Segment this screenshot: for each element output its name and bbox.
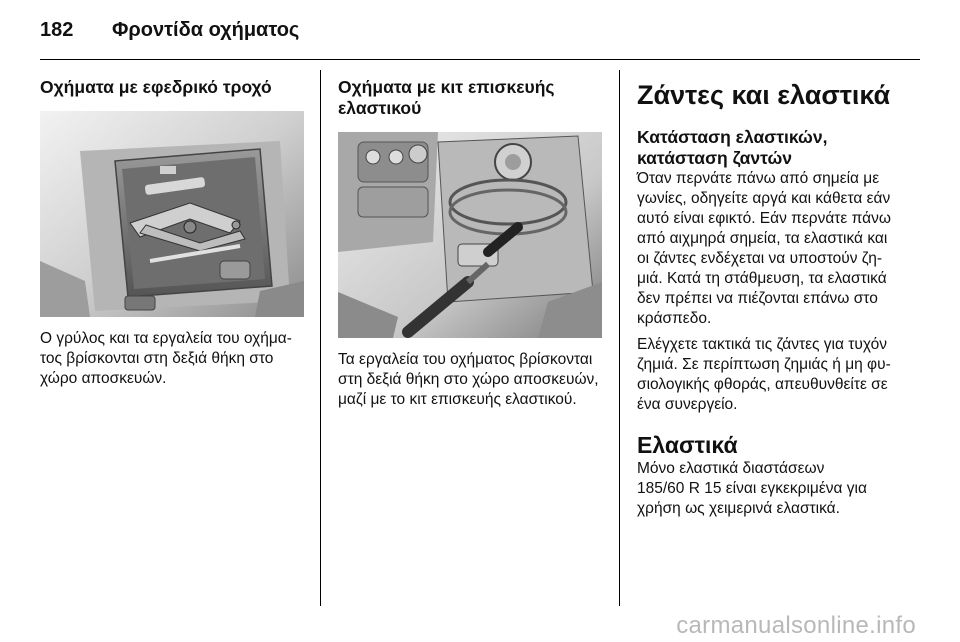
text-line: χρήση ως χειμερινά ελαστικά. <box>637 500 840 517</box>
paragraph-condition-1 <box>637 169 922 329</box>
section-heading-spare-wheel: Οχήματα με εφεδρικό τροχό <box>40 77 272 97</box>
section-heading-tyres: Ελαστικά <box>637 432 738 458</box>
text-line: σιολογικής φθοράς, απευθυνθείτε σε <box>637 376 888 393</box>
heading-line: κατάσταση ζαντών <box>637 148 792 168</box>
page-title: Φροντίδα οχήματος <box>112 19 300 41</box>
column-spare-wheel <box>40 77 312 98</box>
heading-line: ελαστικού <box>338 98 422 118</box>
chapter-heading: Ζάντες και ελαστικά <box>637 80 891 110</box>
caption-line: χώρο αποσκευών. <box>40 370 167 387</box>
section-heading-repair-kit <box>338 77 613 119</box>
caption-spare-wheel <box>40 329 315 389</box>
text-line: από αιχμηρά σημεία, τα ελαστικά και <box>637 230 888 247</box>
text-line: αυτό είναι εφικτό. Εάν περνάτε πάνω <box>637 210 891 227</box>
text-line: δεν πρέπει να πιέζονται επάνω στο <box>637 290 878 307</box>
text-line: Ελέγχετε τακτικά τις ζάντες για τυχόν <box>637 336 887 353</box>
paragraph-tyres <box>637 459 922 519</box>
section-heading-condition <box>637 127 922 169</box>
text-line: ζημιά. Σε περίπτωση ζημιάς ή μη φυ- <box>637 356 891 373</box>
text-line: οι ζάντες ενδέχεται να υποστούν ζη- <box>637 250 883 267</box>
text-line: γωνίες, οδηγείτε αργά και κάθετα εάν <box>637 190 891 207</box>
column-repair-kit <box>338 77 613 119</box>
text-line: μιά. Κατά τη στάθμευση, τα ελαστικά <box>637 270 887 287</box>
column-wheels-tyres <box>637 79 922 519</box>
figure-jack-tools <box>40 111 304 317</box>
caption-repair-kit <box>338 350 618 410</box>
caption-line: Τα εργαλεία του οχήματος βρίσκονται <box>338 351 593 368</box>
text-line: κράσπεδο. <box>637 310 712 327</box>
page-number: 182 <box>40 19 74 41</box>
caption-line: μαζί με το κιτ επισκευής ελαστικού. <box>338 391 577 408</box>
repair-kit-illustration <box>338 132 602 338</box>
watermark-link[interactable]: carmanualsonline.info <box>676 612 916 639</box>
caption-line: στη δεξιά θήκη στο χώρο αποσκευών, <box>338 371 599 388</box>
text-line: 185/60 R 15 είναι εγκεκριμένα για <box>637 480 867 497</box>
caption-line: τος βρίσκονται στη δεξιά θήκη στο <box>40 350 274 367</box>
column-divider-left <box>320 70 321 606</box>
heading-line: Οχήματα με κιτ επισκευής <box>338 77 555 97</box>
text-line: Μόνο ελαστικά διαστάσεων <box>637 460 825 477</box>
text-line: ένα συνεργείο. <box>637 396 738 413</box>
figure-repair-kit <box>338 132 602 338</box>
heading-line: Κατάσταση ελαστικών, <box>637 127 828 147</box>
jack-tools-illustration <box>40 111 304 317</box>
paragraph-condition-2 <box>637 335 922 415</box>
header-rule <box>40 59 920 60</box>
column-divider-right <box>619 70 620 606</box>
caption-line: Ο γρύλος και τα εργαλεία του οχήμα- <box>40 330 292 347</box>
text-line: Όταν περνάτε πάνω από σημεία με <box>637 170 880 187</box>
